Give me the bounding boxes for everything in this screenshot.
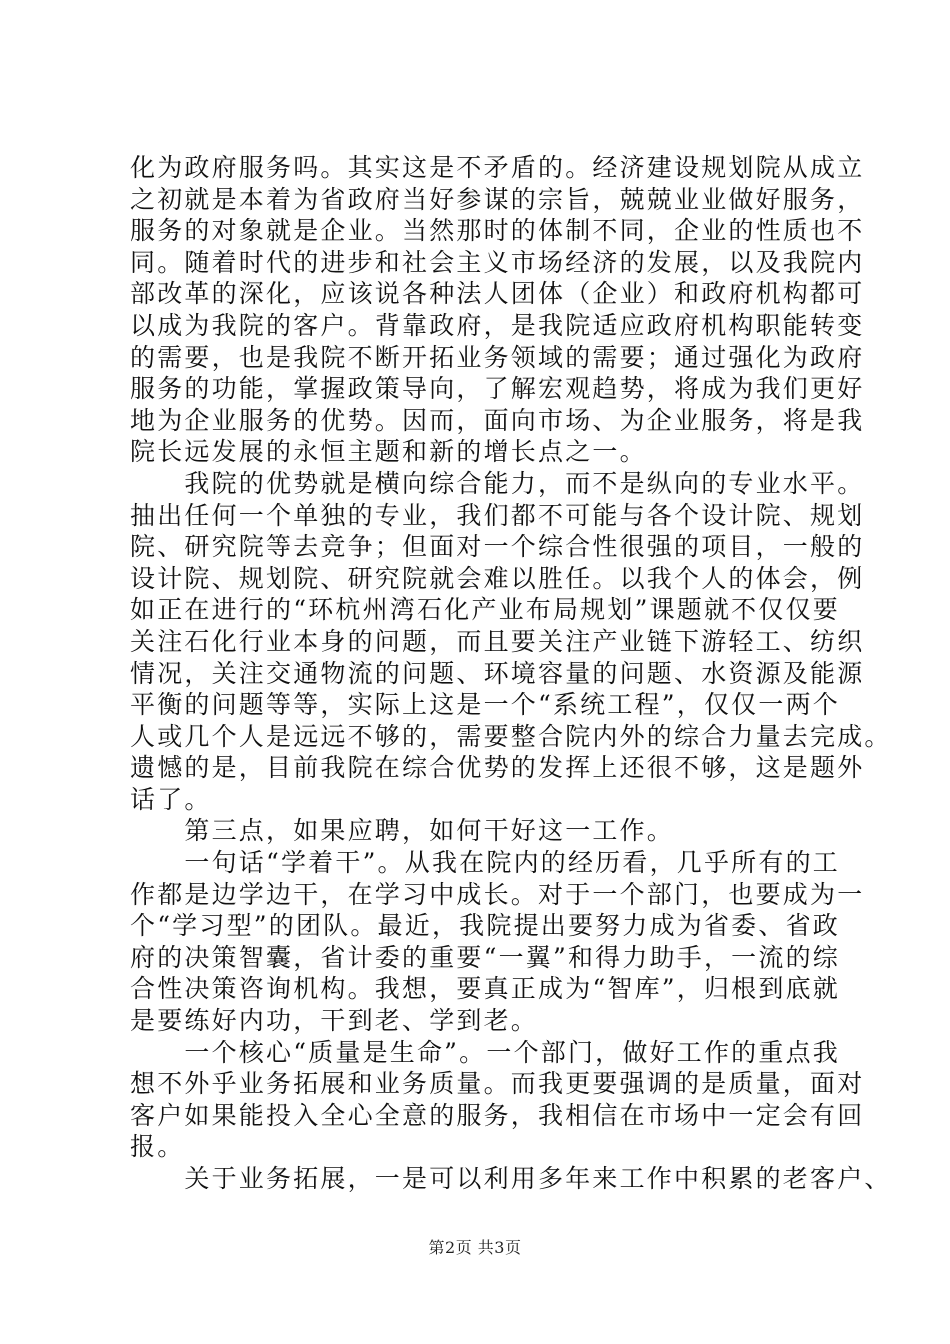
text-line: 府的决策智囊，省计委的重要“一翼”和得力助手，一流的综 bbox=[130, 942, 840, 972]
text-line: 报。 bbox=[130, 1132, 185, 1162]
text-line: 我院的优势就是横向综合能力，而不是纵向的专业水平。 bbox=[130, 468, 865, 498]
text-line: 的需要，也是我院不断开拓业务领域的需要；通过强化为政府 bbox=[130, 342, 865, 372]
text-line: 以成为我院的客户。背靠政府，是我院适应政府机构职能转变 bbox=[130, 310, 865, 340]
page-number: 第2页 共3页 bbox=[428, 1238, 522, 1257]
text-line: 话了。 bbox=[130, 784, 212, 814]
text-line: 地为企业服务的优势。因而，面向市场、为企业服务，将是我 bbox=[130, 405, 865, 435]
text-line: 服务的功能，掌握政策导向，了解宏观趋势，将成为我们更好 bbox=[130, 374, 865, 404]
text-line: 如正在进行的“环杭州湾石化产业布局规划”课题就不仅仅要 bbox=[130, 595, 840, 625]
text-line: 抽出任何一个单独的专业，我们都不可能与各个设计院、规划 bbox=[130, 500, 865, 530]
text-line: 服务的对象就是企业。当然那时的体制不同，企业的性质也不 bbox=[130, 216, 865, 246]
text-line: 部改革的深化，应该说各种法人团体（企业）和政府机构都可 bbox=[130, 279, 865, 309]
text-line: 同。随着时代的进步和社会主义市场经济的发展，以及我院内 bbox=[130, 247, 865, 277]
text-line: 关注石化行业本身的问题，而且要关注产业链下游轻工、纺织 bbox=[130, 626, 865, 656]
text-line: 个“学习型”的团队。最近，我院提出要努力成为省委、省政 bbox=[130, 911, 840, 941]
text-line: 关于业务拓展，一是可以利用多年来工作中积累的老客户、 bbox=[130, 1164, 892, 1193]
text-line: 设计院、规划院、研究院就会难以胜任。以我个人的体会，例 bbox=[130, 563, 865, 593]
text-line: 想不外乎业务拓展和业务质量。而我更要强调的是质量，面对 bbox=[130, 1069, 865, 1099]
text-line: 平衡的问题等等，实际上这是一个“系统工程”，仅仅一两个 bbox=[130, 690, 840, 720]
text-line: 化为政府服务吗。其实这是不矛盾的。经济建设规划院从成立 bbox=[130, 153, 865, 182]
text-line: 一个核心“质量是生命”。一个部门，做好工作的重点我 bbox=[130, 1037, 840, 1067]
text-line: 客户如果能投入全心全意的服务，我相信在市场中一定会有回 bbox=[130, 1100, 865, 1130]
text-line: 作都是边学边干，在学习中成长。对于一个部门，也要成为一 bbox=[130, 879, 865, 909]
text-line: 合性决策咨询机构。我想，要真正成为“智库”，归根到底就 bbox=[130, 974, 840, 1004]
text-line: 人或几个人是远远不够的，需要整合院内外的综合力量去完成。 bbox=[130, 721, 892, 751]
text-line: 情况，关注交通物流的问题、环境容量的问题、水资源及能源 bbox=[130, 658, 865, 688]
text-line: 之初就是本着为省政府当好参谋的宗旨，兢兢业业做好服务， bbox=[130, 184, 865, 214]
document-body bbox=[130, 152, 892, 1195]
text-line: 一句话“学着干”。从我在院内的经历看，几乎所有的工 bbox=[130, 848, 840, 878]
text-line: 院长远发展的永恒主题和新的增长点之一。 bbox=[130, 437, 647, 467]
text-line: 遗憾的是，目前我院在综合优势的发挥上还很不够，这是题外 bbox=[130, 753, 865, 783]
text-line: 是要练好内功，干到老、学到老。 bbox=[130, 1006, 539, 1036]
text-line: 院、研究院等去竞争；但面对一个综合性很强的项目，一般的 bbox=[130, 532, 865, 562]
text-line: 第三点，如果应聘，如何干好这一工作。 bbox=[130, 816, 675, 846]
